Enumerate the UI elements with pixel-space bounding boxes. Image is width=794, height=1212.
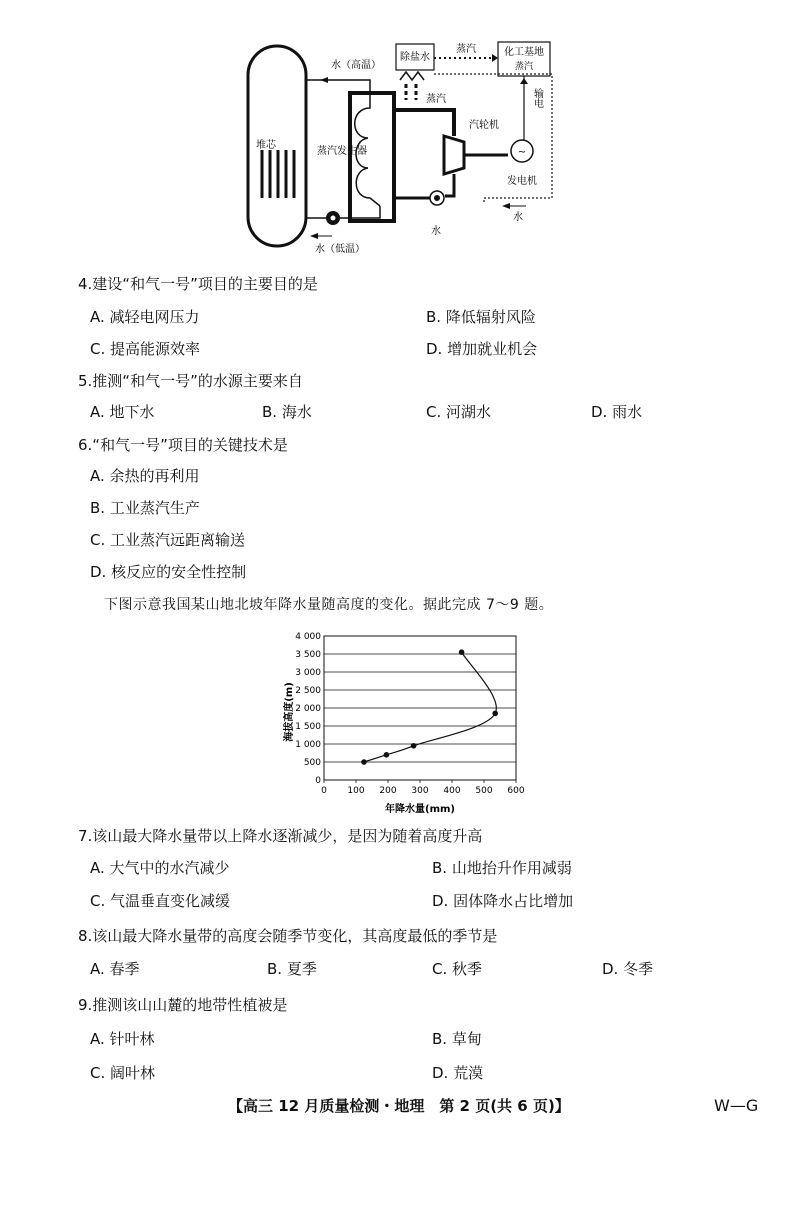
svg-text:~: ~ (517, 147, 527, 158)
data-point (361, 759, 367, 765)
y-tick-label: 4 000 (295, 632, 321, 642)
q9-option-c[interactable]: C. 阔叶林 (90, 1064, 156, 1082)
q4-option-a[interactable]: A. 减轻电网压力 (90, 308, 200, 326)
precipitation-altitude-chart (276, 628, 532, 814)
x-tick-label: 100 (347, 786, 365, 796)
question-4-stem: 4.建设“和气一号”项目的主要目的是 (78, 275, 318, 293)
nuclear-heating-diagram (240, 38, 560, 260)
water-bottom-label: 水 (431, 226, 441, 237)
x-tick-label: 500 (475, 786, 493, 796)
q9-option-b[interactable]: B. 草甸 (432, 1030, 482, 1048)
q9-option-d[interactable]: D. 荒漠 (432, 1064, 484, 1082)
x-tick-label: 0 (321, 786, 327, 796)
water-low-label: 水（低温） (315, 244, 365, 255)
q8-option-b[interactable]: B. 夏季 (267, 960, 317, 978)
q5-option-c[interactable]: C. 河湖水 (426, 403, 492, 421)
x-tick-label: 300 (411, 786, 429, 796)
question-6-stem: 6.“和气一号”项目的关键技术是 (78, 436, 288, 454)
q6-option-c[interactable]: C. 工业蒸汽远距离输送 (90, 531, 246, 549)
core-rods (262, 150, 294, 198)
data-point (411, 743, 417, 749)
q4-option-d[interactable]: D. 增加就业机会 (426, 340, 538, 358)
water-high-label: 水（高温） (331, 60, 381, 71)
q5-option-d[interactable]: D. 雨水 (591, 403, 643, 421)
desalination-label: 除盐水 (400, 52, 430, 63)
y-tick-label: 2 500 (295, 686, 321, 696)
q5-option-b[interactable]: B. 海水 (262, 403, 312, 421)
q8-option-c[interactable]: C. 秋季 (432, 960, 483, 978)
water-right-label: 水 (513, 212, 523, 223)
steam-top-label: 蒸汽 (456, 44, 476, 55)
y-tick-label: 3 000 (295, 668, 321, 678)
question-7-stem: 7.该山最大降水量带以上降水逐渐减少，是因为随着高度升高 (78, 827, 483, 845)
y-tick-label: 1 000 (295, 740, 321, 750)
q4-option-c[interactable]: C. 提高能源效率 (90, 340, 201, 358)
q7-option-a[interactable]: A. 大气中的水汽减少 (90, 859, 230, 877)
question-9-stem: 9.推测该山山麓的地带性植被是 (78, 996, 288, 1014)
y-tick-label: 500 (303, 758, 321, 768)
chem-base-label: 化工基地 (504, 47, 544, 58)
steam-mid-label: 蒸汽 (426, 94, 446, 105)
q7-option-d[interactable]: D. 固体降水占比增加 (432, 892, 574, 910)
q7-option-c[interactable]: C. 气温垂直变化减缓 (90, 892, 231, 910)
core-label: 堆芯 (256, 140, 276, 151)
q8-option-d[interactable]: D. 冬季 (602, 960, 654, 978)
q6-option-b[interactable]: B. 工业蒸汽生产 (90, 499, 200, 517)
chem-steam-label: 蒸汽 (514, 62, 534, 72)
chart-ylabel: 海拔高度(m) (284, 682, 295, 742)
y-tick-label: 0 (315, 776, 321, 786)
y-tick-label: 3 500 (295, 650, 321, 660)
x-tick-label: 600 (507, 786, 525, 796)
q9-option-a[interactable]: A. 针叶林 (90, 1030, 155, 1048)
page-footer: 【高三 12 月质量检测・地理 第 2 页(共 6 页)】 (228, 1097, 570, 1115)
chart-xlabel: 年降水量(mm) (385, 804, 455, 814)
data-point (492, 711, 498, 717)
q6-option-a[interactable]: A. 余热的再利用 (90, 467, 200, 485)
y-tick-label: 2 000 (295, 704, 321, 714)
steam-generator-label: 蒸汽发生器 (317, 146, 367, 157)
generator-label: 发电机 (507, 176, 537, 187)
intro-7-9: 下图示意我国某山地北坡年降水量随高度的变化。据此完成 7～9 题。 (104, 597, 554, 613)
q6-option-d[interactable]: D. 核反应的安全性控制 (90, 563, 247, 581)
q4-option-b[interactable]: B. 降低辐射风险 (426, 308, 536, 326)
data-point (459, 649, 465, 655)
x-tick-label: 200 (379, 786, 397, 796)
paper-code: W—G (714, 1096, 759, 1115)
q8-option-a[interactable]: A. 春季 (90, 960, 140, 978)
precipitation-curve (364, 652, 496, 762)
q5-option-a[interactable]: A. 地下水 (90, 403, 155, 421)
x-tick-label: 400 (443, 786, 461, 796)
turbine-shape (444, 136, 464, 174)
question-5-stem: 5.推测“和气一号”的水源主要来自 (78, 372, 303, 390)
transmit-label: 输电 (531, 88, 543, 108)
data-point (384, 752, 390, 758)
q7-option-b[interactable]: B. 山地抬升作用减弱 (432, 859, 572, 877)
turbine-label: 汽轮机 (469, 120, 499, 131)
question-8-stem: 8.该山最大降水量带的高度会随季节变化，其高度最低的季节是 (78, 927, 498, 945)
y-tick-label: 1 500 (295, 722, 321, 732)
